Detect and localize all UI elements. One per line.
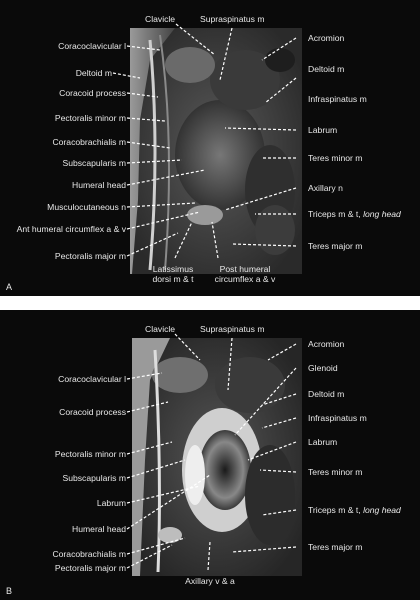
label-supraspinatus: Supraspinatus m <box>200 14 265 24</box>
label-subscapularis: Subscapularis m <box>62 473 126 483</box>
label-axillary-nerve: Axillary n <box>308 183 343 193</box>
panel-letter-b: B <box>6 586 13 596</box>
label-triceps-main: Triceps m & t, <box>308 209 364 219</box>
label-coracoclavicular-ligament: Coracoclavicular l <box>58 41 126 51</box>
label-latissimus-dorsi: Latissimus dorsi m & t <box>152 264 194 284</box>
label-teres-minor: Teres minor m <box>308 467 363 477</box>
label-coracoclavicular-ligament: Coracoclavicular l <box>58 374 126 384</box>
label-pectoralis-minor: Pectoralis minor m <box>54 449 126 459</box>
label-deltoid: Deltoid m <box>75 68 112 78</box>
panel-letter-a: A <box>6 282 13 292</box>
label-humeral-head: Humeral head <box>72 524 126 534</box>
label-post-humeral-circumflex: Post humeral circumflex a & v <box>214 264 276 284</box>
label-acromion: Acromion <box>308 33 345 43</box>
label-teres-major: Teres major m <box>308 542 363 552</box>
label-coracoid-process: Coracoid process <box>59 88 126 98</box>
label-coracobrachialis: Coracobrachialis m <box>52 137 126 147</box>
label-deltoid-right: Deltoid m <box>308 64 345 74</box>
label-coracoid-process: Coracoid process <box>59 407 126 417</box>
label-teres-major: Teres major m <box>308 241 363 251</box>
label-pectoralis-major: Pectoralis major m <box>54 563 126 573</box>
label-labrum-right: Labrum <box>308 437 338 447</box>
label-triceps <box>308 505 401 515</box>
label-pectoralis-minor: Pectoralis minor m <box>54 113 126 123</box>
label-acromion: Acromion <box>308 339 345 349</box>
label-subscapularis: Subscapularis m <box>62 158 126 168</box>
label-labrum: Labrum <box>308 125 338 135</box>
label-clavicle: Clavicle <box>145 14 176 24</box>
label-deltoid: Deltoid m <box>308 389 345 399</box>
label-glenoid: Glenoid <box>308 363 338 373</box>
label-labrum-left: Labrum <box>96 498 126 508</box>
label-pectoralis-major: Pectoralis major m <box>54 251 126 261</box>
label-coracobrachialis: Coracobrachialis m <box>52 549 126 559</box>
label-infraspinatus: Infraspinatus m <box>308 413 367 423</box>
label-triceps-long-head: long head <box>363 505 401 515</box>
label-clavicle: Clavicle <box>145 324 176 334</box>
label-triceps-main: Triceps m & t, <box>308 505 364 515</box>
panel-b <box>0 310 420 600</box>
label-triceps <box>308 209 401 219</box>
label-supraspinatus: Supraspinatus m <box>200 324 265 334</box>
label-teres-minor: Teres minor m <box>308 153 363 163</box>
panel-a <box>0 0 420 296</box>
label-triceps-long-head: long head <box>363 209 401 219</box>
label-ant-humeral-circumflex: Ant humeral circumflex a & v <box>16 224 126 234</box>
label-axillary-vein-artery: Axillary v & a <box>185 576 235 586</box>
label-humeral-head: Humeral head <box>72 180 126 190</box>
label-infraspinatus: Infraspinatus m <box>308 94 367 104</box>
label-musculocutaneous-nerve: Musculocutaneous n <box>47 202 126 212</box>
